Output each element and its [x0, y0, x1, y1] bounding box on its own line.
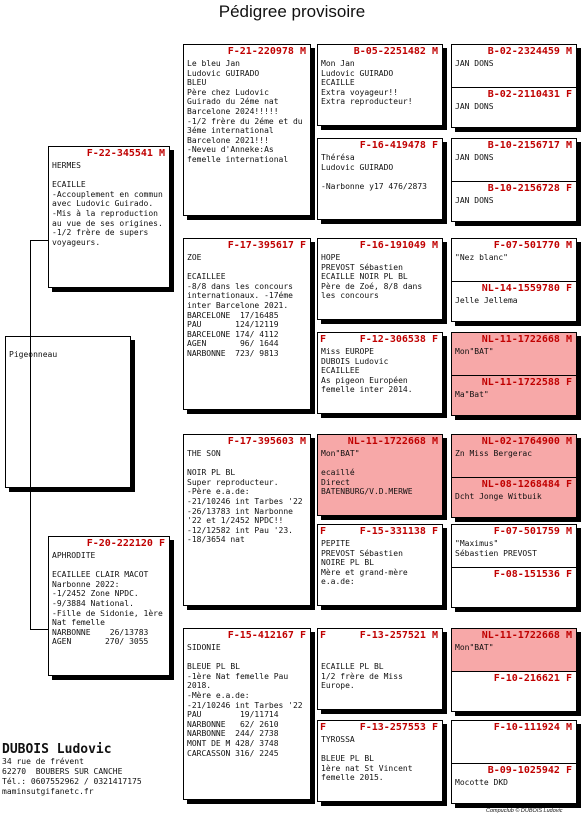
ggg-text: JAN DONS: [455, 59, 494, 68]
ggg-text: Dcht Jonge Witbuik: [455, 492, 542, 501]
ggg-text: Zn Miss Bergerac: [455, 449, 533, 458]
ggg-text: [452, 734, 576, 736]
ggp-ddd-ring: F F-13-257553 F: [320, 722, 438, 733]
gp-dd-ring: F-15-412167 F: [227, 630, 306, 641]
ggp-dds-text: ECAILLE PL BL 1/2 frère de Miss Europe.: [321, 662, 403, 691]
ggg-ring: F-10-216621 F: [493, 673, 572, 684]
ggg-ring: F-10-111924 M: [493, 722, 572, 733]
ggg-ring: NL-11-1722588 F: [481, 377, 572, 388]
ggg-section: [452, 435, 576, 477]
gp-sd-ring: F-17-395617 F: [227, 240, 306, 251]
ggg-text: [452, 685, 576, 687]
gp-ds-ring: F-17-395603 M: [227, 436, 306, 447]
ggp-ddd-box[interactable]: [317, 720, 443, 802]
gp-ss-box[interactable]: [183, 44, 311, 216]
dam-ring: F-20-222120 F: [86, 538, 165, 549]
ggp-sdd-box[interactable]: [317, 332, 443, 414]
subject-box[interactable]: [5, 336, 131, 488]
ggg-ring: NL-14-1559780 F: [481, 283, 572, 294]
gp-sd-text: ZOE ECAILLEE -8/8 dans les concours internationaux. -17éme inter Barcelone 2021. BARCELONE 17/16485 PAU 124/12119 BARCELONE 174/ 4112 AGEN 96/ 1644 NARBONNE 723/ 9813: [187, 253, 293, 358]
ggp-sds-box[interactable]: [317, 238, 443, 320]
gp-sd-box[interactable]: [183, 238, 311, 410]
ggg-ring: B-10-2156728 F: [487, 183, 572, 194]
dam-box[interactable]: [48, 536, 170, 676]
sire-box[interactable]: [48, 146, 170, 288]
ggg-section: [452, 567, 576, 608]
ggp-dss-ring: NL-11-1722668 M: [347, 436, 438, 447]
ggg-ring: NL-11-1722668 M: [481, 334, 572, 345]
ggg-ring: B-09-1025942 F: [487, 765, 572, 776]
sire-ring: F-22-345541 M: [86, 148, 165, 159]
ggp-sds-text: HOPE PREVOST Sébastien ECAILLE NOIR PL BL Père de Zoé, 8/8 dans les concours: [321, 253, 423, 301]
ggp-sdd-text: Miss EUROPE DUBOIS Ludovic ECAILLEE As pigeon Européen femelle inter 2014.: [321, 347, 413, 395]
ggp-sds-ring: F-16-191049 M: [359, 240, 438, 251]
sire-text: HERMES ECAILLE -Accouplement en commun avec Ludovic Guirado. -Mis à la reproduction au vue de ses origines. -1/2 frère de supers voyageurs.: [52, 161, 163, 247]
ggg-text: "Nez blanc": [455, 253, 508, 262]
ggg-section: [452, 375, 576, 416]
ggg-text: JAN DONS: [455, 102, 494, 111]
ggg-section: [452, 721, 576, 763]
ggg-box[interactable]: [451, 238, 577, 322]
ggg-section: [452, 281, 576, 322]
ggp-dss-text: Mon"BAT" ecaillé Direct BATENBURG/V.D.MERWE: [321, 449, 413, 497]
ggg-section: [452, 477, 576, 518]
ggg-ring: B-02-2110431 F: [487, 89, 572, 100]
owner-city: 62270 BOUBERS SUR CANCHE: [2, 767, 123, 776]
gp-ss-text: Le bleu Jan Ludovic GUIRADO BLEU Père chez Ludovic Guirado du 2éme nat Barcelone 2024!!!!! -1/2 frère du 2éme et du 3éme international Barcelone 2021!!! -Neveu d'Anneke:As femelle international: [187, 59, 303, 164]
ggp-ssd-ring: F-16-419478 F: [359, 140, 438, 151]
ggg-section: [452, 239, 576, 281]
ggg-box[interactable]: [451, 138, 577, 222]
ggp-ssd-text: Thérésa Ludovic GUIRADO -Narbonne y17 476/2873: [321, 153, 427, 191]
ggp-sdd-ring: F F-12-306538 F: [320, 334, 438, 345]
ggg-box[interactable]: [451, 332, 577, 416]
ggp-dds-ring: F F-13-257521 M: [320, 630, 438, 641]
ggg-ring: NL-08-1268484 F: [481, 479, 572, 490]
ggg-ring: B-02-2324459 M: [487, 46, 572, 57]
ggg-text: Mon"BAT": [455, 643, 494, 652]
ggg-section: [452, 45, 576, 87]
ggg-section: [452, 629, 576, 671]
ggp-dsd-ring: F F-15-331138 F: [320, 526, 438, 537]
page-title: Pédigree provisoire: [218, 2, 366, 21]
ggg-section: [452, 333, 576, 375]
owner-name: DUBOIS Ludovic: [2, 742, 112, 757]
subject-label: Pigeonneau: [9, 350, 58, 359]
ggp-ddd-text: TYROSSA BLEUE PL BL 1ère nat St Vincent femelle 2015.: [321, 735, 413, 783]
ggg-text: JAN DONS: [455, 196, 494, 205]
ggp-ssd-box[interactable]: [317, 138, 443, 220]
ggg-text: Jelle Jellema: [455, 296, 518, 305]
ggp-sss-ring: B-05-2251482 M: [353, 46, 438, 57]
ggp-dss-box[interactable]: [317, 434, 443, 516]
ggg-box[interactable]: [451, 434, 577, 518]
credit-text: Compuclub © DUBOIS Ludovic: [486, 808, 563, 814]
ggg-section: [452, 87, 576, 128]
ggg-ring: F-07-501759 M: [493, 526, 572, 537]
gp-ds-text: THE SON NOIR PL BL Super reproducteur. -Père e.a.de: -21/10246 int Tarbes '22 -26/13783 int Narbonne '22 et 1/2452 NPDC!! -12/12582 int Pau '23. -18/3654 nat: [187, 449, 303, 545]
owner-block: [2, 742, 172, 797]
ggg-section: [452, 525, 576, 567]
ggp-sss-box[interactable]: [317, 44, 443, 126]
ggg-ring: F-08-151536 F: [493, 569, 572, 580]
dam-text: APHRODITE ECAILLEE CLAIR MACOT Narbonne 2022: -1/2452 Zone NPDC. -9/3884 National. -Fille de Sidonie, 1ère Nat femelle NARBONNE 26/13783 AGEN 270/ 3055: [52, 551, 163, 647]
ggp-dds-box[interactable]: [317, 628, 443, 710]
ggg-section: [452, 181, 576, 222]
gp-dd-box[interactable]: [183, 628, 311, 800]
owner-email: maminsutgifanetc.fr: [2, 787, 94, 796]
owner-address: 34 rue de frévent: [2, 757, 84, 766]
gp-ss-ring: F-21-220978 M: [227, 46, 306, 57]
ggg-ring: B-10-2156717 M: [487, 140, 572, 151]
ggp-dsd-box[interactable]: [317, 524, 443, 606]
gp-ds-box[interactable]: [183, 434, 311, 606]
ggg-section: [452, 671, 576, 712]
ggg-text: Mon"BAT": [455, 347, 494, 356]
ggg-ring: NL-02-1764900 M: [481, 436, 572, 447]
ggg-box[interactable]: [451, 720, 577, 804]
ggg-text: Mocotte DKD: [455, 778, 508, 787]
ggg-text: [452, 581, 576, 583]
ggg-box[interactable]: [451, 524, 577, 608]
ggp-sss-text: Mon Jan Ludovic GUIRADO ECAILLE Extra voyageur!! Extra reproducteur!: [321, 59, 413, 107]
ggg-section: [452, 139, 576, 181]
ggg-ring: F-07-501770 M: [493, 240, 572, 251]
ggg-ring: NL-11-1722668 M: [481, 630, 572, 641]
ggp-dsd-text: PEPITE PREVOST Sébastien NOIRE PL BL Mère et grand-mère e.a.de:: [321, 539, 408, 587]
ggg-text: Ma"Bat": [455, 390, 489, 399]
ggg-box[interactable]: [451, 44, 577, 128]
owner-phone: Tél.: 0607552962 / 0321417175: [2, 777, 142, 786]
ggg-text: JAN DONS: [455, 153, 494, 162]
ggg-section: [452, 763, 576, 804]
ggg-text: "Maximus" Sébastien PREVOST: [455, 539, 537, 558]
ggg-box[interactable]: [451, 628, 577, 712]
gp-dd-text: SIDONIE BLEUE PL BL -1ère Nat femelle Pau 2018. -Mère e.a.de: -21/10246 int Tarbes '22 PAU 19/11714 NARBONNE 62/ 2610 NARBONNE 244/ 2738 MONT DE M 428/ 3748 CARCASSON 316/ 2245: [187, 643, 303, 758]
connector-subject: [30, 240, 49, 630]
